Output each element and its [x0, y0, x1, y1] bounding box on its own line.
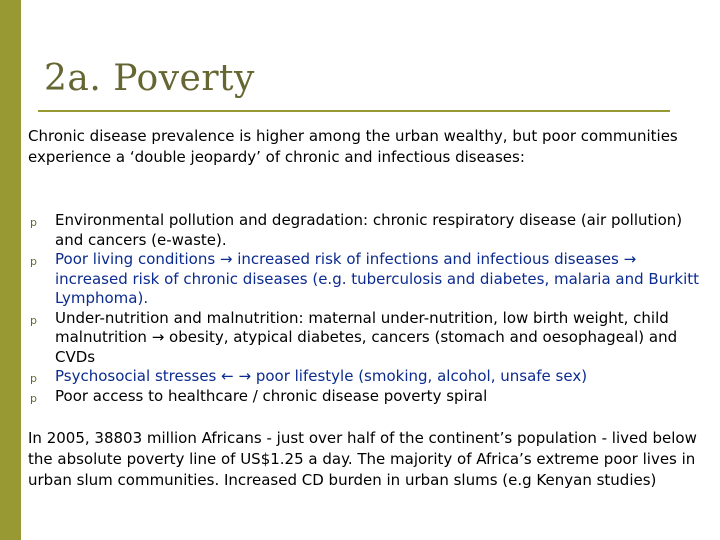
bullet-marker-icon: p [30, 372, 37, 385]
bullet-item-healthcare-access [30, 387, 710, 407]
bullet-marker-icon: p [30, 391, 37, 405]
bullet-text: Poor access to healthcare / chronic disease poverty spiral [55, 386, 488, 405]
bullet-text: Environmental pollution and degradation: chronic respiratory disease (air pollution) and cancers (e-waste). [55, 211, 683, 249]
bullet-list [30, 211, 710, 406]
bullet-item-living-conditions [30, 250, 710, 309]
bullet-item-pollution [30, 211, 710, 250]
bullet-item-nutrition [30, 309, 710, 368]
left-accent-bar [0, 0, 21, 540]
bullet-text: Psychosocial stresses ← → poor lifestyle (smoking, alcohol, unsafe sex) [55, 367, 588, 385]
bullet-text: Poor living conditions → increased risk of infections and infectious diseases → increased risk of chronic diseases (e.g. tuberculosis and diabetes, malaria and Burkitt Lymphoma). [55, 250, 700, 307]
bullet-marker-icon: p [30, 255, 37, 268]
bullet-text: Under-nutrition and malnutrition: maternal under-nutrition, low birth weight, child malnutrition → obesity, atypical diabetes, cancers (stomach and oesophageal) and CVDs [55, 308, 678, 366]
outro-paragraph: In 2005, 38803 million Africans - just over half of the continent’s population - lived below the absolute poverty line of US$1.25 a day. The majority of Africa’s extreme poor lives in urban slum communities. Increased CD burden in urban slums (e.g Kenyan studies) [28, 429, 697, 489]
intro-paragraph: Chronic disease prevalence is higher among the urban wealthy, but poor communities experience a ‘double jeopardy’ of chronic and infectious diseases: [28, 127, 678, 166]
bullet-marker-icon: p [30, 313, 37, 327]
bullet-marker-icon: p [30, 216, 37, 229]
title-underline [38, 110, 670, 112]
slide-title: 2a. Poverty [44, 58, 255, 99]
bullet-item-psychosocial [30, 367, 710, 387]
